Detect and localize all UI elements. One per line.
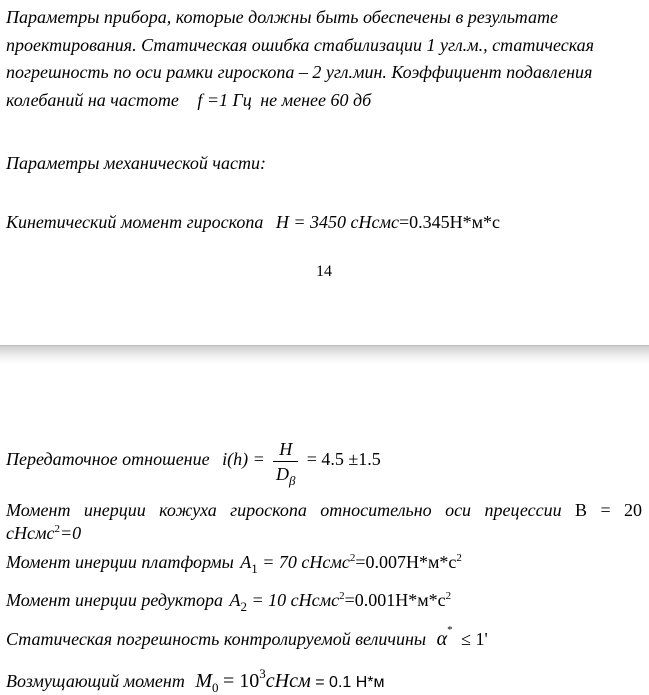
casing-inertia-line-2: сНсмс$^2$=0 [6,523,82,543]
page-number: 14 [316,263,332,280]
gear-ratio-label: Передаточное отношение [6,448,210,469]
gear-ratio-line [6,437,381,488]
page-separator [0,345,649,364]
intro-paragraph [6,4,636,114]
frequency-formula: f =1 Гц [197,89,252,110]
fraction-numerator: H [273,437,298,462]
kinetic-moment-line [6,212,500,233]
kinetic-label: Кинетический момент гироскопа [6,212,264,232]
intro-line-1: Параметры прибора, которые должны быть обеспечены в результате [6,7,558,27]
static-error-line: Статическая погрешность контролируемой величины α* ≤ 1' [6,624,488,650]
casing-inertia-label: Момент инерции кожуха гироскопа относительно оси прецессии [6,500,562,520]
platform-inertia-formula: = 70 сНсмс [262,552,350,572]
platform-inertia-line: Момент инерции платформы $A_1 = 70$ $сНсмс^2=0.007Н*м*с^2$ [6,552,462,576]
fraction-denominator: $D_\beta$ [276,464,296,488]
kinetic-formula: H = 3450 сНсмс [275,212,399,232]
disturbing-moment-value: = 0.1 Н*м [315,674,385,691]
casing-inertia-line-1 [6,500,642,521]
reducer-inertia-label: Момент инерции редуктора [6,590,223,610]
platform-inertia-label: Момент инерции платформы [6,552,234,572]
gear-ratio-rhs: = 4.5 ±1.5 [306,448,381,469]
kinetic-value: =0.345Н*м*с [398,212,500,232]
casing-inertia-formula: B = 20 [575,500,642,520]
intro-line-3: погрешность по оси рамки гироскопа – 2 угл.мин. Коэффициент подавления [6,62,593,82]
static-error-label: Статическая погрешность контролируемой величины [6,629,427,649]
reducer-inertia-line: Момент инерции редуктора $A_2 = 10$ $сНсмс^2=0.001Н*м*с^2$ [6,590,452,614]
intro-line-4 [6,87,636,115]
mech-heading: Параметры механической части: [6,153,266,173]
reducer-inertia-value: =0.001Н*м*с [344,590,446,610]
gear-ratio-lhs: i(h) = [222,448,265,469]
static-error-rhs: ≤ 1' [461,629,488,649]
disturbing-moment-label: Возмущающий момент [6,671,185,691]
platform-inertia-value: =0.007Н*м*с [355,552,457,572]
disturbing-moment-line: Возмущающий момент $M_0$ = $10^3сНсм = 0.1$ Н*м [6,666,385,695]
intro-line-4-tail: не менее 60 дб [260,89,372,110]
alpha-symbol: α [436,628,448,650]
intro-line-4-text: колебаний на частоте [6,89,179,110]
gear-ratio-fraction [273,437,298,488]
reducer-inertia-formula: = 10 сНсмс [251,590,340,610]
intro-line-2: проектирования. Статическая ошибка стабилизации 1 угл.м., статическая [6,34,595,55]
